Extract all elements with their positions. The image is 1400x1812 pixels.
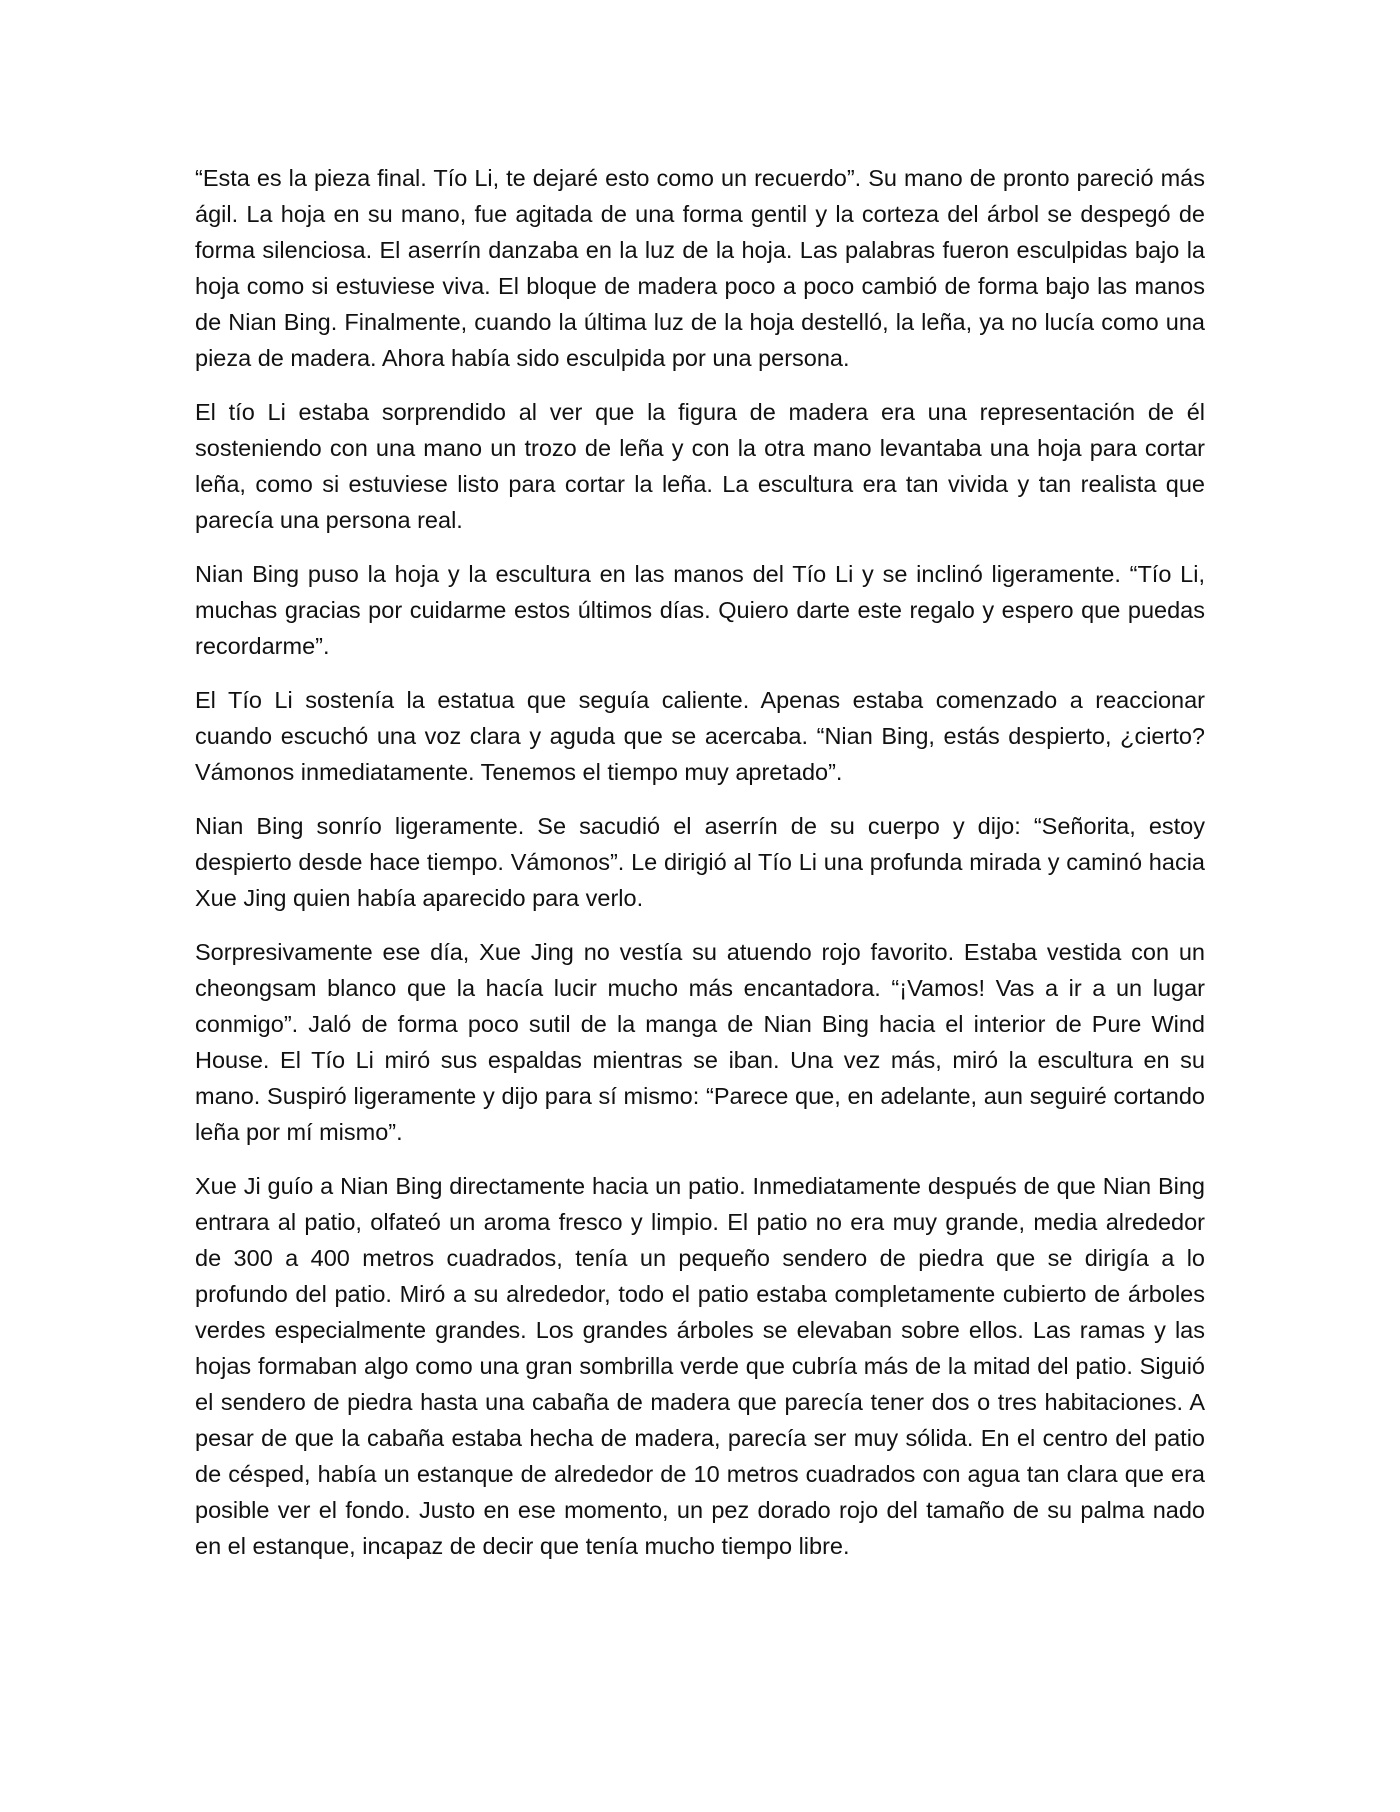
paragraph-3: Nian Bing puso la hoja y la escultura en las manos del Tío Li y se inclinó ligeramente. “Tío Li, muchas gracias por cuidarme estos últimos días. Quiero darte este regalo y espero que puedas recordarme”. <box>195 561 1205 659</box>
paragraph-2: El tío Li estaba sorprendido al ver que la figura de madera era una representación de él sosteniendo con una mano un trozo de leña y con la otra mano levantaba una hoja para cortar leña, como si estuviese listo para cortar la leña. La escultura era tan vivida y tan realista que parecía una persona real. <box>195 399 1205 533</box>
paragraph-6: Sorpresivamente ese día, Xue Jing no vestía su atuendo rojo favorito. Estaba vestida con un cheongsam blanco que la hacía lucir mucho más encantadora. “¡Vamos! Vas a ir a un lugar conmigo”. Jaló de forma poco sutil de la manga de Nian Bing hacia el interior de Pure Wind House. El Tío Li miró sus espaldas mientras se iban. Una vez más, miró la escultura en su mano. Suspiró ligeramente y dijo para sí mismo: “Parece que, en adelante, aun seguiré cortando leña por mí mismo”. <box>195 939 1205 1145</box>
paragraph-5: Nian Bing sonrío ligeramente. Se sacudió el aserrín de su cuerpo y dijo: “Señorita, estoy despierto desde hace tiempo. Vámonos”. Le dirigió al Tío Li una profunda mirada y caminó hacia Xue Jing quien había aparecido para verlo. <box>195 813 1205 911</box>
document-body <box>195 160 1205 1582</box>
paragraph-4: El Tío Li sostenía la estatua que seguía caliente. Apenas estaba comenzado a reaccionar cuando escuchó una voz clara y aguda que se acercaba. “Nian Bing, estás despierto, ¿cierto? Vámonos inmediatamente. Tenemos el tiempo muy apretado”. <box>195 687 1205 785</box>
paragraph-1: “Esta es la pieza final. Tío Li, te dejaré esto como un recuerdo”. Su mano de pronto pareció más ágil. La hoja en su mano, fue agitada de una forma gentil y la corteza del árbol se despegó de forma silenciosa. El aserrín danzaba en la luz de la hoja. Las palabras fueron esculpidas bajo la hoja como si estuviese viva. El bloque de madera poco a poco cambió de forma bajo las manos de Nian Bing. Finalmente, cuando la última luz de la hoja destelló, la leña, ya no lucía como una pieza de madera. Ahora había sido esculpida por una persona. <box>195 165 1205 371</box>
paragraph-7: Xue Ji guío a Nian Bing directamente hacia un patio. Inmediatamente después de que Nian Bing entrara al patio, olfateó un aroma fresco y limpio. El patio no era muy grande, media alrededor de 300 a 400 metros cuadrados, tenía un pequeño sendero de piedra que se dirigía a lo profundo del patio. Miró a su alrededor, todo el patio estaba completamente cubierto de árboles verdes especialmente grandes. Los grandes árboles se elevaban sobre ellos. Las ramas y las hojas formaban algo como una gran sombrilla verde que cubría más de la mitad del patio. Siguió el sendero de piedra hasta una cabaña de madera que parecía tener dos o tres habitaciones. A pesar de que la cabaña estaba hecha de madera, parecía ser muy sólida. En el centro del patio de césped, había un estanque de alrededor de 10 metros cuadrados con agua tan clara que era posible ver el fondo. Justo en ese momento, un pez dorado rojo del tamaño de su palma nado en el estanque, incapaz de decir que tenía mucho tiempo libre. <box>195 1173 1205 1559</box>
